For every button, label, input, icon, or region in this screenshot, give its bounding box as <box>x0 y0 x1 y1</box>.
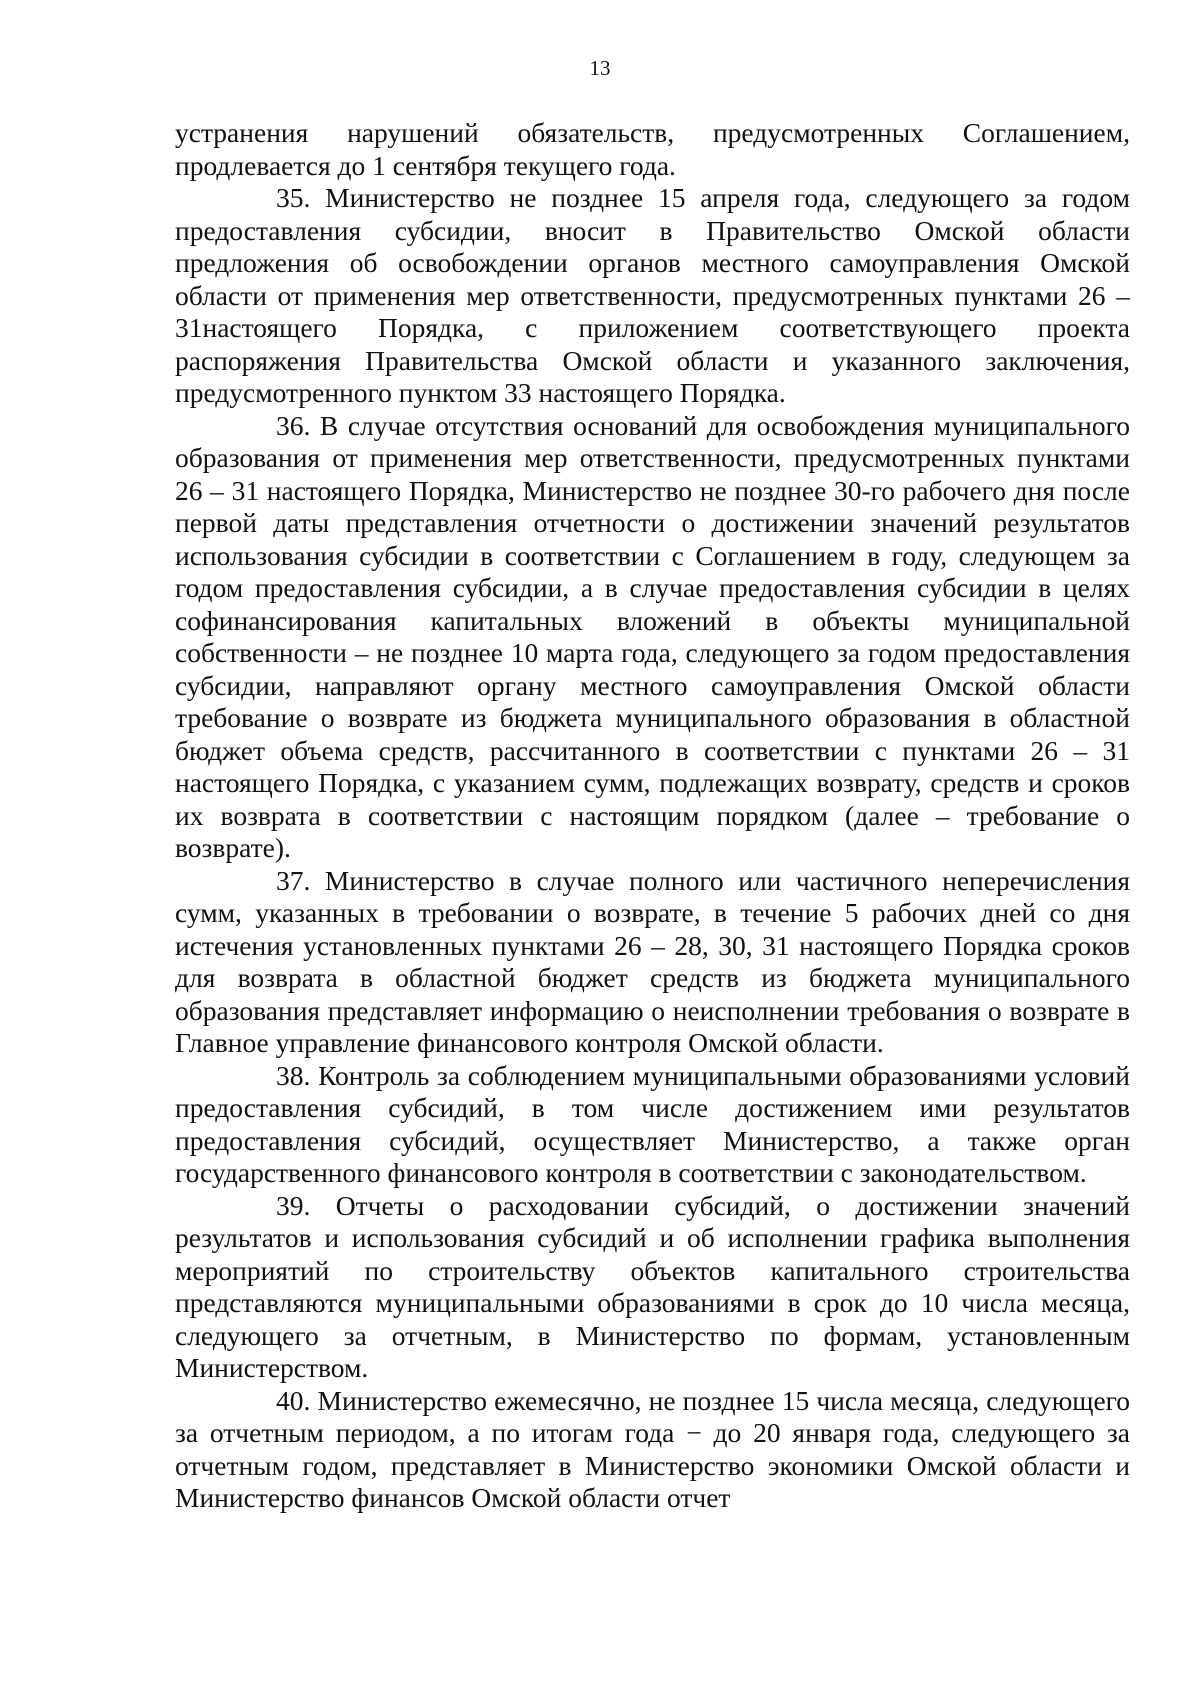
paragraph-39: 39. Отчеты о расходовании субсидий, о достижении значений результатов и использования субсидий и об исполнении графика выполнения мероприятий по строительству объектов капитального строительства представляются муниципальными образованиями в срок до 10 числа месяца, следующего за отчетным, в Министерство по формам, установленным Министерством. <box>175 1189 1130 1383</box>
paragraph-37: 37. Министерство в случае полного или частичного неперечисления сумм, указанных в требовании о возврате, в течение 5 рабочих дней со дня истечения установленных пунктами 26 – 28, 30, 31 настоящего Порядка сроков для возврата в областной бюджет средств из бюджета муниципального образования представляет информацию о неисполнении требования о возврате в Главное управление финансового контроля Омской области. <box>175 864 1130 1058</box>
document-body <box>175 117 1130 1515</box>
paragraph-38: 38. Контроль за соблюдением муниципальными образованиями условий предоставления субсидий, в том числе достижением ими результатов предоставления субсидий, осуществляет Министерство, а также орган государственного финансового контроля в соответствии с законодательством. <box>175 1059 1130 1188</box>
paragraph-40: 40. Министерство ежемесячно, не позднее 15 числа месяца, следующего за отчетным периодом, а по итогам года − до 20 января года, следующего за отчетным годом, представляет в Министерство экономики Омской области и Министерство финансов Омской области отчет <box>175 1384 1130 1513</box>
paragraph-36: 36. В случае отсутствия оснований для освобождения муниципального образования от применения мер ответственности, предусмотренных пунктами 26 – 31 настоящего Порядка, Министерство не позднее 30-го рабочего дня после первой даты представления отчетности о достижении значений результатов использования субсидии в соответствии с Соглашением в году, следующем за годом предоставления субсидии, а в случае предоставления субсидии в целях софинансирования капитальных вложений в объекты муниципальной собственности – не позднее 10 марта года, следующего за годом предоставления субсидии, направляют органу местного самоуправления Омской области требование о возврате из бюджета муниципального образования в областной бюджет объема средств, рассчитанного в соответствии с пунктами 26 – 31 настоящего Порядка, с указанием сумм, подлежащих возврату, средств и сроков их возврата в соответствии с настоящим порядком (далее – требование о возврате). <box>175 409 1130 863</box>
page-number: 13 <box>589 56 611 80</box>
paragraph-35: 35. Министерство не позднее 15 апреля года, следующего за годом предоставления субсидии, вносит в Правительство Омской области предложения об освобождении органов местного самоуправления Омской области от применения мер ответственности, предусмотренных пунктами 26 – 31настоящего Порядка, с приложением соответствующего проекта распоряжения Правительства Омской области и указанного заключения, предусмотренного пунктом 33 настоящего Порядка. <box>175 182 1130 408</box>
paragraph-continuation: устранения нарушений обязательств, предусмотренных Соглашением, продлевается до 1 сентября текущего года. <box>175 117 1130 181</box>
